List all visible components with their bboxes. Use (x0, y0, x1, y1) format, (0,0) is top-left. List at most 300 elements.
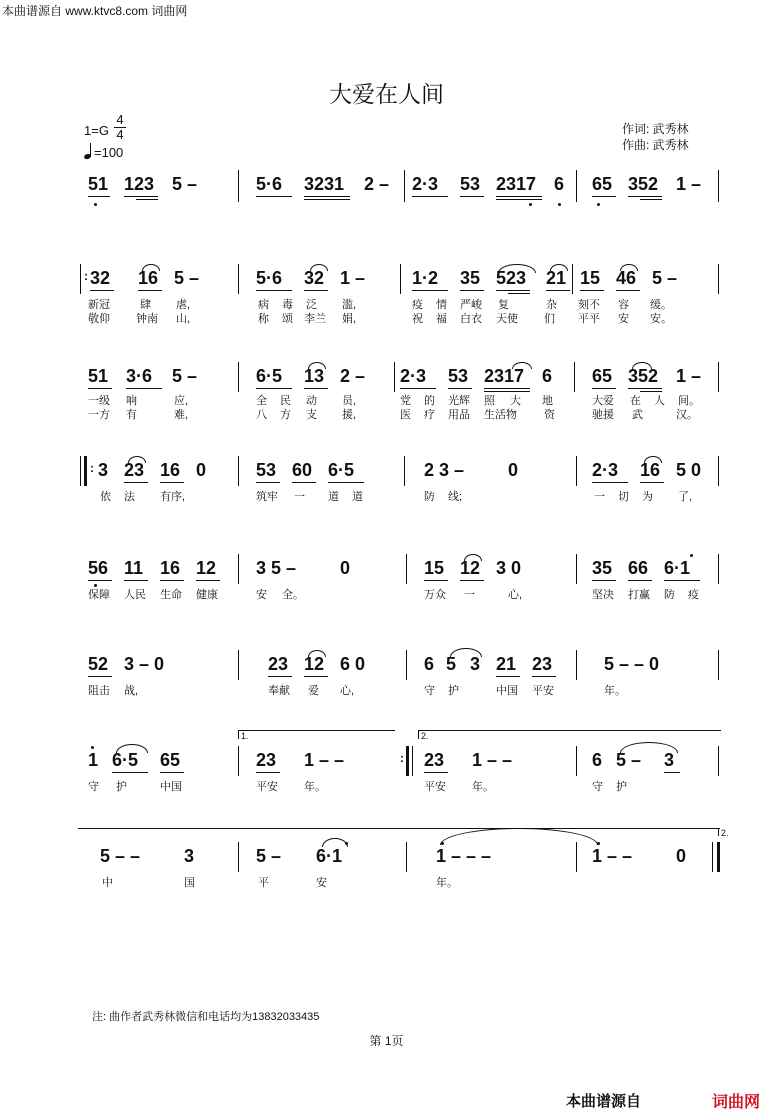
slur (308, 650, 326, 657)
lyric: 杂 (546, 299, 557, 311)
note-group: 6·1 (316, 846, 343, 866)
note-group: 0 (340, 558, 351, 578)
bar-line (718, 362, 719, 392)
note-group: 6 (554, 174, 565, 194)
note-group: 3 (98, 460, 109, 480)
note-group: 2·3 (592, 460, 619, 480)
underline (640, 199, 662, 200)
note-group: 1 – – (472, 750, 513, 770)
high-octave-dot (597, 842, 600, 845)
lyric: 依 (100, 491, 111, 503)
note-group: 5 – (172, 366, 198, 386)
note-group: 23 (124, 460, 145, 480)
lyric: 守 (424, 685, 435, 697)
lyric: 平安 (256, 781, 278, 793)
lyric: 中 (102, 877, 113, 889)
high-octave-dot (345, 842, 348, 845)
underline (448, 388, 472, 389)
note-group: 16 (640, 460, 661, 480)
bar-line (404, 170, 405, 202)
note-group: 1 (88, 750, 99, 770)
lyric: 八 (256, 409, 267, 421)
underline (304, 388, 328, 389)
underline (628, 580, 652, 581)
note-group: 16 (160, 460, 181, 480)
high-octave-dot (441, 842, 444, 845)
note-group: 1 – (676, 366, 702, 386)
lyric: 滥, (342, 299, 357, 311)
note-group: 5 – (256, 846, 282, 866)
underline (592, 482, 628, 483)
lyric: 道 (352, 491, 363, 503)
lyric: 人民 (124, 589, 146, 601)
lyric: 医 (400, 409, 411, 421)
note-group: 3 – 0 (124, 654, 165, 674)
lyric: 健康 (196, 589, 218, 601)
note-group: 51 (88, 366, 109, 386)
note-group: 15 (580, 268, 601, 288)
underline (124, 196, 158, 197)
note-group: 1 – – – (436, 846, 492, 866)
lyric: 缓。 (650, 299, 672, 311)
lyric: 一 (464, 589, 475, 601)
note-group: 16 (138, 268, 159, 288)
low-octave-dot (597, 203, 600, 206)
note-group: 15 (424, 558, 445, 578)
repeat-dots: : (400, 751, 404, 765)
lyric: 地 (542, 395, 553, 407)
note-group: 56 (88, 558, 109, 578)
note-group: 0 (676, 846, 687, 866)
bar-line (238, 650, 239, 680)
lyric: 资 (544, 409, 555, 421)
note-group: 23 (532, 654, 553, 674)
bar-line (576, 842, 577, 872)
underline (112, 772, 148, 773)
note-group: 1 – – (304, 750, 345, 770)
lyric: 疫 (412, 299, 423, 311)
lyric: 的 (424, 395, 435, 407)
lyric: 虐, (176, 299, 191, 311)
underline (496, 676, 520, 677)
underline (460, 196, 484, 197)
note-group: 0 (508, 460, 519, 480)
lyric: 中国 (496, 685, 518, 697)
lyric: 切 (618, 491, 629, 503)
lyric: 奉献 (268, 685, 290, 697)
lyric: 心, (340, 685, 355, 697)
underline (88, 580, 112, 581)
slur (308, 362, 326, 369)
bar-line (406, 650, 407, 680)
meter-bottom: 4 (116, 127, 124, 142)
lyric: 生活物 (484, 409, 517, 421)
underline (496, 196, 542, 197)
underline (304, 290, 328, 291)
slur (632, 362, 652, 369)
bar-line (238, 264, 239, 294)
slur (620, 742, 678, 753)
slur (116, 744, 148, 753)
note-group: 65 (592, 366, 613, 386)
underline (412, 290, 448, 291)
note-group: 2 – (364, 174, 390, 194)
lyric: 大爱 (592, 395, 614, 407)
volta-bracket: 1. (238, 730, 395, 739)
lyric: 安 (316, 877, 327, 889)
lyric: 一 (294, 491, 305, 503)
bar-line (576, 650, 577, 680)
note-group: 1 – (340, 268, 366, 288)
lyric: 民 (280, 395, 291, 407)
lyric: 爱 (308, 685, 319, 697)
note-group: 23 (256, 750, 277, 770)
note-group: 123 (124, 174, 155, 194)
lyric: 支 (306, 409, 317, 421)
slur (498, 264, 536, 273)
lyric: 光辉 (448, 395, 470, 407)
lyric: 肆 (140, 299, 151, 311)
brand-text: 本曲谱源自 (566, 1093, 642, 1110)
lyric: 防 (424, 491, 435, 503)
lyric: 平安 (424, 781, 446, 793)
lyric: 一方 (88, 409, 110, 421)
note-group: 13 (304, 366, 325, 386)
underline (256, 290, 292, 291)
note-group: 523 (496, 268, 527, 288)
note-group: 53 (448, 366, 469, 386)
bar-line (238, 554, 239, 584)
brand-logo: 词曲网 (712, 1094, 761, 1111)
note-group: 6·1 (664, 558, 691, 578)
underline (328, 482, 364, 483)
slur (142, 264, 160, 271)
note-group: 6·5 (256, 366, 283, 386)
note-group: 352 (628, 366, 659, 386)
lyric: 全。 (282, 589, 304, 601)
underline (160, 772, 184, 773)
repeat-end-bar-thick (406, 746, 409, 776)
underline (460, 290, 484, 291)
underline (412, 196, 448, 197)
composer: 作曲: 武秀林 (622, 138, 689, 152)
bar-line (718, 170, 719, 202)
note-group: 352 (628, 174, 659, 194)
lyric: 党 (400, 395, 411, 407)
lyric: 阻击 (88, 685, 110, 697)
underline (592, 388, 616, 389)
bar-line (406, 842, 407, 872)
lyric: 白衣 (460, 313, 482, 325)
bar-line (394, 362, 395, 392)
underline (304, 676, 328, 677)
lyric: 祝 (412, 313, 423, 325)
bar-line (576, 170, 577, 202)
note-group: 51 (88, 174, 109, 194)
underline (496, 290, 530, 291)
lyric: 娟, (342, 313, 357, 325)
lyric: 疫 (688, 589, 699, 601)
site-header: 本曲谱源自 www.ktvc8.com 词曲网 (2, 4, 188, 18)
lyric: 安 (256, 589, 267, 601)
lyric: 李兰 (304, 313, 326, 325)
lyric: 大 (510, 395, 521, 407)
lyric: 情 (436, 299, 447, 311)
underline (616, 290, 640, 291)
note-group: 5·6 (256, 268, 283, 288)
note-group: 21 (546, 268, 567, 288)
quarter-note-icon (84, 143, 94, 159)
repeat-start-bar (80, 264, 81, 294)
lyric: 人 (654, 395, 665, 407)
low-octave-dot (529, 203, 532, 206)
footnote: 注: 曲作者武秀林微信和电话均为13832033435 (92, 1011, 320, 1023)
tempo-value: =100 (94, 145, 124, 160)
bar-line (718, 650, 719, 680)
note-group: 53 (460, 174, 481, 194)
lyric: 疗 (424, 409, 435, 421)
underline (592, 196, 616, 197)
lyric: 守 (88, 781, 99, 793)
lyric: 一级 (88, 395, 110, 407)
underline (580, 290, 604, 291)
bar-line (718, 456, 719, 486)
note-group: 21 (496, 654, 517, 674)
page-number: 第 1页 (369, 1034, 404, 1048)
note-group: 11 (124, 558, 144, 578)
note-group: 52 (88, 654, 109, 674)
bar-line (574, 362, 575, 392)
lyric: 员, (342, 395, 357, 407)
note-group: 3231 (304, 174, 345, 194)
note-group: 12 (304, 654, 325, 674)
lyric: 在 (630, 395, 641, 407)
lyric: 武 (632, 409, 643, 421)
note-group: 6 0 (340, 654, 366, 674)
lyric: 用品 (448, 409, 470, 421)
note-group: 6 (592, 750, 603, 770)
underline (256, 196, 292, 197)
note-group: 65 (592, 174, 613, 194)
note-group: 6 (542, 366, 553, 386)
underline (88, 676, 112, 677)
underline (664, 772, 680, 773)
lyric: 病 (258, 299, 269, 311)
lyric: 为 (642, 491, 653, 503)
underline (592, 580, 616, 581)
lyric: 应, (174, 395, 189, 407)
lyric: 新冠 (88, 299, 110, 311)
lyric: 了, (678, 491, 693, 503)
lyric: 中国 (160, 781, 182, 793)
lyric: 年。 (436, 877, 458, 889)
note-group: 5 – (174, 268, 200, 288)
time-signature (114, 113, 126, 142)
underline (508, 293, 530, 294)
lyric: 心, (508, 589, 523, 601)
note-group: 60 (292, 460, 313, 480)
underline (400, 388, 436, 389)
lyric: 护 (448, 685, 459, 697)
lyric: 一 (594, 491, 605, 503)
final-bar (712, 842, 713, 872)
lyric: 敬仰 (88, 313, 110, 325)
lyric: 防 (664, 589, 675, 601)
note-group: 1 – (676, 174, 702, 194)
underline (460, 580, 484, 581)
volta-line (78, 828, 720, 829)
slur (644, 456, 662, 463)
lyric: 安。 (650, 313, 672, 325)
note-group: 32 (90, 268, 111, 288)
lyric: 有序, (160, 491, 186, 503)
underline (268, 676, 292, 677)
lyric: 线; (448, 491, 463, 503)
note-group: 2317 (484, 366, 525, 386)
note-group: 2 – (340, 366, 366, 386)
low-octave-dot (94, 203, 97, 206)
note-group: 5 – (616, 750, 642, 770)
lyric: 平平 (578, 313, 600, 325)
lyric: 法 (124, 491, 135, 503)
bar-line (238, 456, 239, 486)
note-group: 35 (460, 268, 481, 288)
underline (88, 388, 112, 389)
lyric: 毒 (282, 299, 293, 311)
lyric: 守 (592, 781, 603, 793)
lyric: 山, (176, 313, 191, 325)
lyric: 护 (616, 781, 627, 793)
final-bar-thick (717, 842, 720, 872)
underline (124, 482, 148, 483)
volta-bracket: 2. (418, 730, 721, 739)
note-group: 3 0 (496, 558, 522, 578)
bar-line (576, 456, 577, 486)
bar-line (238, 842, 239, 872)
note-group: 3 (664, 750, 675, 770)
underline (138, 290, 162, 291)
lyric: 间。 (678, 395, 700, 407)
bar-line (718, 554, 719, 584)
volta-label: 2. (718, 828, 751, 836)
lyric: 生命 (160, 589, 182, 601)
slur (310, 264, 328, 271)
note-group: 3·6 (126, 366, 153, 386)
lyric: 年。 (304, 781, 326, 793)
note-group: 16 (160, 558, 181, 578)
lyric: 难, (174, 409, 189, 421)
bar-line (572, 264, 573, 294)
underline (292, 482, 316, 483)
underline (640, 482, 664, 483)
high-octave-dot (91, 746, 94, 749)
lyric: 安 (618, 313, 629, 325)
slur (128, 456, 146, 463)
lyric: 有 (126, 409, 137, 421)
lyric: 年。 (604, 685, 626, 697)
note-group: 6 (424, 654, 435, 674)
repeat-dots: : (84, 269, 88, 283)
repeat-dots: : (90, 461, 94, 475)
underline (304, 196, 350, 197)
lyric: 护 (116, 781, 127, 793)
bar-line (404, 456, 405, 486)
credits (622, 121, 689, 153)
note-group: 32 (304, 268, 325, 288)
note-group: 5 – (172, 174, 198, 194)
note-group: 46 (616, 268, 637, 288)
underline (664, 580, 700, 581)
lyric: 福 (436, 313, 447, 325)
lyric: 保障 (88, 589, 110, 601)
underline (196, 580, 220, 581)
lyric: 全 (256, 395, 267, 407)
high-octave-dot (690, 554, 693, 557)
note-group: 2317 (496, 174, 537, 194)
repeat-end-bar (412, 746, 413, 776)
note-group: 1 – – (592, 846, 633, 866)
note-group: 12 (460, 558, 481, 578)
lyric: 泛 (306, 299, 317, 311)
lyric: 年。 (472, 781, 494, 793)
note-group: 35 (592, 558, 613, 578)
lyric: 平 (258, 877, 269, 889)
lyric: 严峻 (460, 299, 482, 311)
note-group: 3 5 – (256, 558, 297, 578)
bar-line (576, 746, 577, 776)
bar-line (718, 746, 719, 776)
lyric: 国 (184, 877, 195, 889)
note-group: 5 0 (676, 460, 702, 480)
note-group: 5 (446, 654, 457, 674)
lyric: 汉。 (676, 409, 698, 421)
lyric: 打赢 (628, 589, 650, 601)
note-group: 5 – – 0 (604, 654, 660, 674)
lyric: 照 (484, 395, 495, 407)
lyric: 万众 (424, 589, 446, 601)
note-group: 6·5 (112, 750, 139, 770)
underline (484, 388, 530, 389)
lyric: 容 (618, 299, 629, 311)
underline (304, 199, 350, 200)
note-group: 6·5 (328, 460, 355, 480)
repeat-start-bar (80, 456, 81, 486)
lyric: 坚决 (592, 589, 614, 601)
note-group: 2·3 (400, 366, 427, 386)
bar-line (400, 264, 401, 294)
note-group: 23 (268, 654, 289, 674)
lyric: 复 (498, 299, 509, 311)
lyric: 刻不 (578, 299, 600, 311)
underline (126, 388, 162, 389)
tie (440, 828, 598, 845)
slur (450, 648, 482, 657)
lyric: 援, (342, 409, 357, 421)
underline (160, 482, 184, 483)
underline (256, 772, 280, 773)
underline (90, 290, 114, 291)
lyric: 钟南 (136, 313, 158, 325)
note-group: 1·2 (412, 268, 439, 288)
note-group: 0 (196, 460, 207, 480)
lyric: 们 (544, 313, 555, 325)
lyric: 平安 (532, 685, 554, 697)
underline (424, 580, 448, 581)
underline (628, 196, 662, 197)
underline (532, 676, 556, 677)
tempo-marking (84, 143, 123, 160)
lyric: 筑牢 (256, 491, 278, 503)
